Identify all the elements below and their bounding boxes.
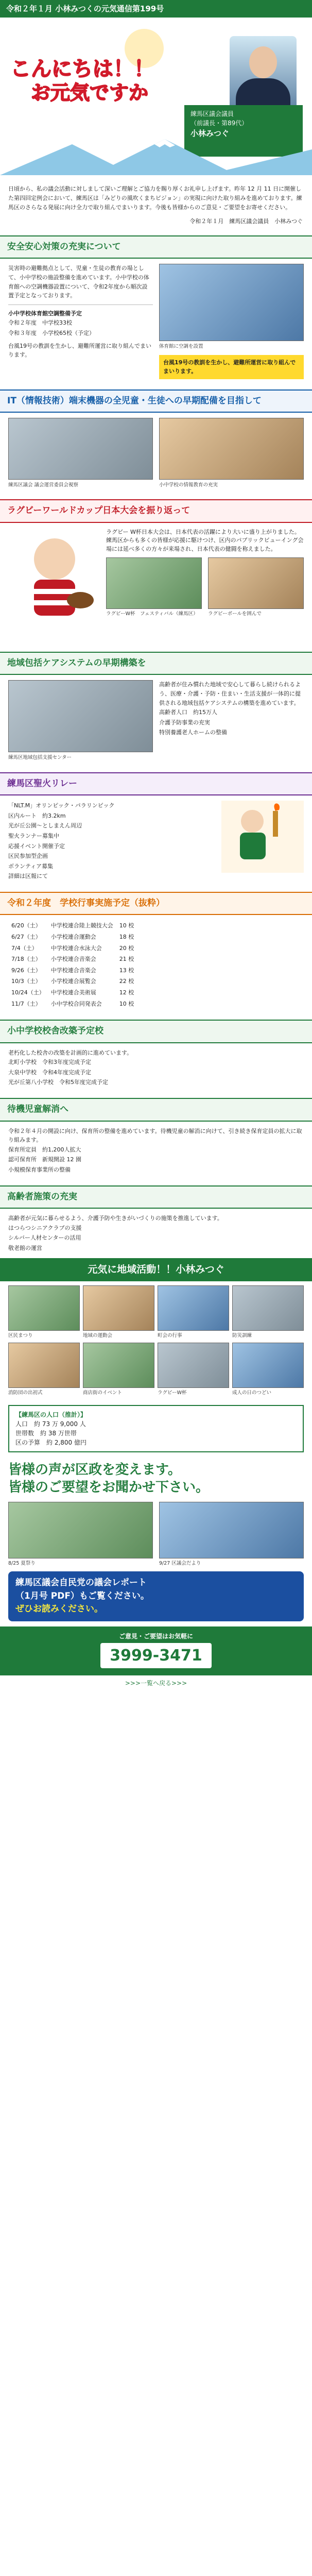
- table-row: [8, 920, 137, 931]
- activity-photo-grid: [0, 1281, 312, 1401]
- table-cell-event: 中学校連合水泳大会: [50, 944, 102, 952]
- table-cell-date: 10/24（土）: [11, 989, 45, 996]
- section-title-elderly: 高齢者施策の充実: [0, 1185, 312, 1209]
- contact-label: ご意見・ご要望はお気軽に: [118, 1632, 193, 1640]
- bottom-photos: [0, 1502, 312, 1567]
- photo-caption: 練馬区議会 議会運営委員会視察: [8, 482, 79, 488]
- photo-caption: 練馬区地域包括支援センター: [8, 755, 72, 761]
- list-item: 保育所定員 約1,200人拡大: [8, 1146, 81, 1153]
- section-text: 高齢者が元気に暮らせるよう、介護予防や生きがいづくりの施策を推進しています。: [8, 1215, 223, 1222]
- table-cell-count: 20 校: [119, 944, 134, 952]
- photo-caption: 商店街のイベント: [83, 1390, 123, 1396]
- table-row: [8, 943, 137, 954]
- photo-caption: 体育館に空調を設置: [159, 344, 203, 350]
- back-nav: [0, 1675, 312, 1694]
- section-text: 高齢者が住み慣れた地域で安心して暮らし続けられるよう、医療・介護・予防・住まい・生活支援が一体的に提供される地域包括ケアシステムの構築を進めています。: [159, 681, 301, 706]
- list-item: 認可保育所 新規開設 12 園: [8, 1156, 81, 1163]
- portrait-photo: [230, 36, 297, 113]
- classroom-photo: [159, 418, 304, 480]
- committee-photo: [8, 418, 153, 480]
- list-item: 高齢者人口 約15万人: [159, 709, 217, 716]
- aircon-list: [8, 318, 153, 338]
- school-events-table: [8, 920, 137, 1009]
- list-item: はつらつシニアクラブの支援: [8, 1224, 82, 1231]
- summer-festival-photo: [8, 1502, 153, 1558]
- photo-caption: ラグビーボールを囲んで: [208, 611, 262, 617]
- rebuild-list: [8, 1057, 304, 1088]
- slogan-line1: 皆様の声が区政を変えます。: [8, 1462, 181, 1478]
- slogan: [0, 1456, 312, 1502]
- table-row: [8, 998, 137, 1010]
- table-cell-count: 10 校: [119, 922, 134, 929]
- section-body-rebuild: [0, 1043, 312, 1093]
- name-card-subtitle: （前議長・第89代）: [190, 120, 248, 127]
- section-title-rebuild: 小中学校校舎改築予定校: [0, 1020, 312, 1043]
- rugby-ball-photo: [208, 557, 304, 609]
- local-activity-banner: 元気に地域活動！！小林みつぐ: [0, 1258, 312, 1281]
- highlight-box: [159, 355, 304, 379]
- table-cell-count: 22 校: [119, 978, 134, 985]
- section-title-daycare: 待機児童解消へ: [0, 1098, 312, 1122]
- torch-list: [8, 801, 215, 882]
- table-cell-date: 6/20（土）: [11, 922, 41, 929]
- name-card-title: 練馬区議会議員: [190, 110, 234, 117]
- stats-title: 【練馬区の人口（推計）】: [15, 1411, 87, 1419]
- section-title-torch: 練馬区聖火リレー: [0, 772, 312, 796]
- hero-greeting-line2: お元気ですか: [31, 81, 149, 104]
- intro-signature: 令和２年１月 練馬区議会議員 小林みつぐ: [189, 218, 303, 225]
- hero-greeting-line1: こんにちは！！: [10, 57, 154, 81]
- report-line1: 練馬区議会自民党の議会レポート: [15, 1578, 147, 1588]
- activity-photo-item: [8, 1285, 80, 1340]
- back-to-list-link[interactable]: >>>一覧へ戻る>>>: [125, 1679, 187, 1687]
- activity-photo-item: [83, 1343, 154, 1397]
- party-report-box[interactable]: [8, 1571, 304, 1621]
- name-card-name: 小林みつぐ: [190, 129, 229, 138]
- highlight-text: 台風19号の教訓を生かし、避難所運営に取り組んでまいります。: [163, 359, 296, 375]
- photo-caption: ラグビーW杯: [158, 1390, 187, 1396]
- section-body-torch: [0, 795, 312, 887]
- council-report-photo: [159, 1502, 304, 1558]
- photo-caption: 区民まつり: [8, 1332, 33, 1338]
- rugby-event-photo: [106, 557, 202, 609]
- section-title-it: IT（情報技術）端末機器の全児童・生徒への早期配備を目指して: [0, 389, 312, 413]
- section-body-elderly: [0, 1209, 312, 1258]
- section-title-rugby: ラグビーワールドカップ日本大会を振り返って: [0, 499, 312, 523]
- table-cell-event: 小学校連合音楽会: [50, 956, 96, 963]
- population-stats: [8, 1405, 304, 1452]
- activity-photo-item: [8, 1343, 80, 1397]
- list-item: 特別養護老人ホームの整備: [159, 729, 227, 736]
- activity-photo-item: [83, 1285, 154, 1340]
- table-cell-event: 小中学校合同発表会: [50, 1000, 102, 1007]
- elderly-list: [8, 1223, 304, 1253]
- report-line3: ぜひお読みください。: [15, 1604, 103, 1615]
- activity-photo-item: [158, 1343, 229, 1397]
- table-row: [8, 954, 137, 965]
- table-cell-event: 小学校連合運動会: [50, 934, 96, 941]
- care-center-photo: [8, 680, 153, 752]
- list-item: 介護予防事業の充実: [159, 719, 210, 726]
- care-list: [159, 707, 304, 738]
- section-text: 老朽化した校舎の改築を計画的に進めています。: [8, 1049, 133, 1056]
- activity-photo-item: [158, 1285, 229, 1340]
- list-item: 「NLT.M」オリンピック・パラリンピック: [8, 802, 115, 809]
- list-item: 聖火ランナー募集中: [8, 832, 59, 839]
- list-item: 区民参加型企画: [8, 853, 48, 860]
- table-row: [8, 965, 137, 976]
- list-item: 光が丘公園〜としまえん周辺: [8, 822, 82, 829]
- table-cell-count: 21 校: [119, 956, 134, 963]
- list-item: ボランティア募集: [8, 862, 54, 870]
- photo-caption: 防災訓練: [232, 1332, 252, 1338]
- slogan-line2: 皆様のご要望をお聞かせ下さい。: [8, 1480, 210, 1496]
- list-item: 区内ルート 約3.2km: [8, 812, 66, 819]
- table-row: [8, 931, 137, 943]
- hero-section: [0, 18, 312, 177]
- table-cell-date: 10/3（土）: [11, 978, 41, 985]
- photo-caption: 9/27 区議会だより: [159, 1560, 201, 1566]
- table-cell-date: 7/4（土）: [11, 944, 38, 952]
- section-title-safety: 安全安心対策の充実について: [0, 235, 312, 259]
- section-note: 台風19号の教訓を生かし、避難所運営に取り組んでまいります。: [8, 342, 151, 359]
- list-item: 令和２年度 中学校33校: [8, 319, 72, 327]
- section-body-care: [0, 675, 312, 767]
- photo-caption: 町会の行事: [158, 1332, 182, 1338]
- table-cell-event: 小学校連合展覧会: [50, 978, 96, 985]
- section-title-care: 地域包括ケアシステムの早期構築を: [0, 652, 312, 675]
- list-item: シルバー人材センターの活用: [8, 1234, 81, 1242]
- activity-photo-item: [232, 1285, 304, 1340]
- list-item: 大泉中学校 令和4年度完成予定: [8, 1069, 91, 1076]
- rugby-mascot-illustration: [8, 528, 101, 641]
- table-cell-event: 中学校連合美術展: [50, 989, 96, 996]
- table-cell-event: 中学校連合音楽会: [50, 967, 96, 974]
- stats-line: 世帯数 約 38 万世帯: [15, 1430, 77, 1437]
- stats-line: 人口 約 73 万 9,000 人: [15, 1420, 86, 1428]
- table-cell-date: 7/18（土）: [11, 956, 41, 963]
- photo-caption: 8/25 夏祭り: [8, 1560, 36, 1566]
- mountain-illustration: [0, 134, 312, 175]
- phone-number: 3999-3471: [100, 1643, 211, 1668]
- photo-caption: ラグビーW杯 フェスティバル（練馬区）: [106, 611, 198, 617]
- photo-caption: 地域の運動会: [83, 1332, 113, 1338]
- table-cell-count: 13 校: [119, 967, 134, 974]
- section-text: 災害時の避難拠点として、児童・生徒の教育の場として、小中学校の施設整備を進めています。小中学校の体育館への空調機器設置について、令和2年度から順次設置予定となっております。: [8, 265, 149, 299]
- table-row: [8, 987, 137, 998]
- page-header: 令和２年１月 小林みつくの元気通信第199号: [0, 0, 312, 18]
- table-cell-date: 6/27（土）: [11, 934, 41, 941]
- list-item: 敬老館の運営: [8, 1244, 42, 1251]
- list-item: 詳細は区報にて: [8, 873, 48, 880]
- list-item: 北町小学校 令和3年度完成予定: [8, 1059, 91, 1066]
- section-body-daycare: [0, 1122, 312, 1180]
- section-title-school-events: 令和２年度 学校行事実施予定（抜粋）: [0, 892, 312, 916]
- photo-caption: 消防団の出初式: [8, 1390, 43, 1396]
- table-cell-count: 12 校: [119, 989, 134, 996]
- table-cell-count: 18 校: [119, 934, 134, 941]
- photo-caption: 成人の日のつどい: [232, 1390, 272, 1396]
- section-body-school-events: [0, 915, 312, 1014]
- stats-line: 区の予算 約 2,800 億円: [15, 1439, 86, 1447]
- table-cell-count: 10 校: [119, 1000, 134, 1007]
- table-row: [8, 976, 137, 987]
- list-item: 光が丘第八小学校 令和5年度完成予定: [8, 1079, 108, 1086]
- section-text: 令和２年４月の開設に向け、保育所の整備を進めています。待機児童の解消に向けて、引き続き保育定員の拡大に取り組みます。: [8, 1127, 302, 1144]
- table-cell-date: 9/26（土）: [11, 967, 41, 974]
- list-item: 応援イベント開催予定: [8, 842, 65, 850]
- report-line2: （1月号 PDF）もご覧ください。: [15, 1590, 149, 1601]
- torch-runner-illustration: [221, 801, 304, 873]
- list-heading: 小中学校体育館空調整備予定: [8, 310, 82, 317]
- gym-photo: [159, 264, 304, 341]
- section-body-it: [0, 413, 312, 494]
- table-cell-event: 中学校連合陸上競技大会: [50, 922, 113, 929]
- section-text: ラグビー W杯日本大会は、日本代表の活躍により大いに盛り上がりました。練馬区からも多くの皆様が応援に駆けつけ、区内のパブリックビューイング会場には延べ多くの方々が来場され、日本代表の健闘を称えました。: [106, 528, 304, 552]
- list-item: 令和３年度 小学校65校（予定）: [8, 329, 95, 336]
- section-body-rugby: [0, 523, 312, 647]
- daycare-list: [8, 1145, 304, 1175]
- activity-photo-item: [232, 1343, 304, 1397]
- section-body-safety: [0, 259, 312, 384]
- intro-text: 日頃から、私の議会活動に対しまして深いご理解とご協力を賜り厚くお礼申し上げます。昨年 12 月 11 日に開催した第四回定例会において、練馬区は「みどりの風吹くまちビジョン」の実現に向けた取り組みを進めております。練馬区のさらなる発展に向け全力で取り組んでまいります。今後も皆様からのご意見・ご要望をお寄せください。: [8, 185, 302, 211]
- contact-footer: [0, 1626, 312, 1675]
- list-item: 小規模保育事業所の整備: [8, 1166, 71, 1173]
- table-cell-date: 11/7（土）: [11, 1000, 41, 1007]
- photo-caption: 小中学校の情報教育の充実: [159, 482, 218, 488]
